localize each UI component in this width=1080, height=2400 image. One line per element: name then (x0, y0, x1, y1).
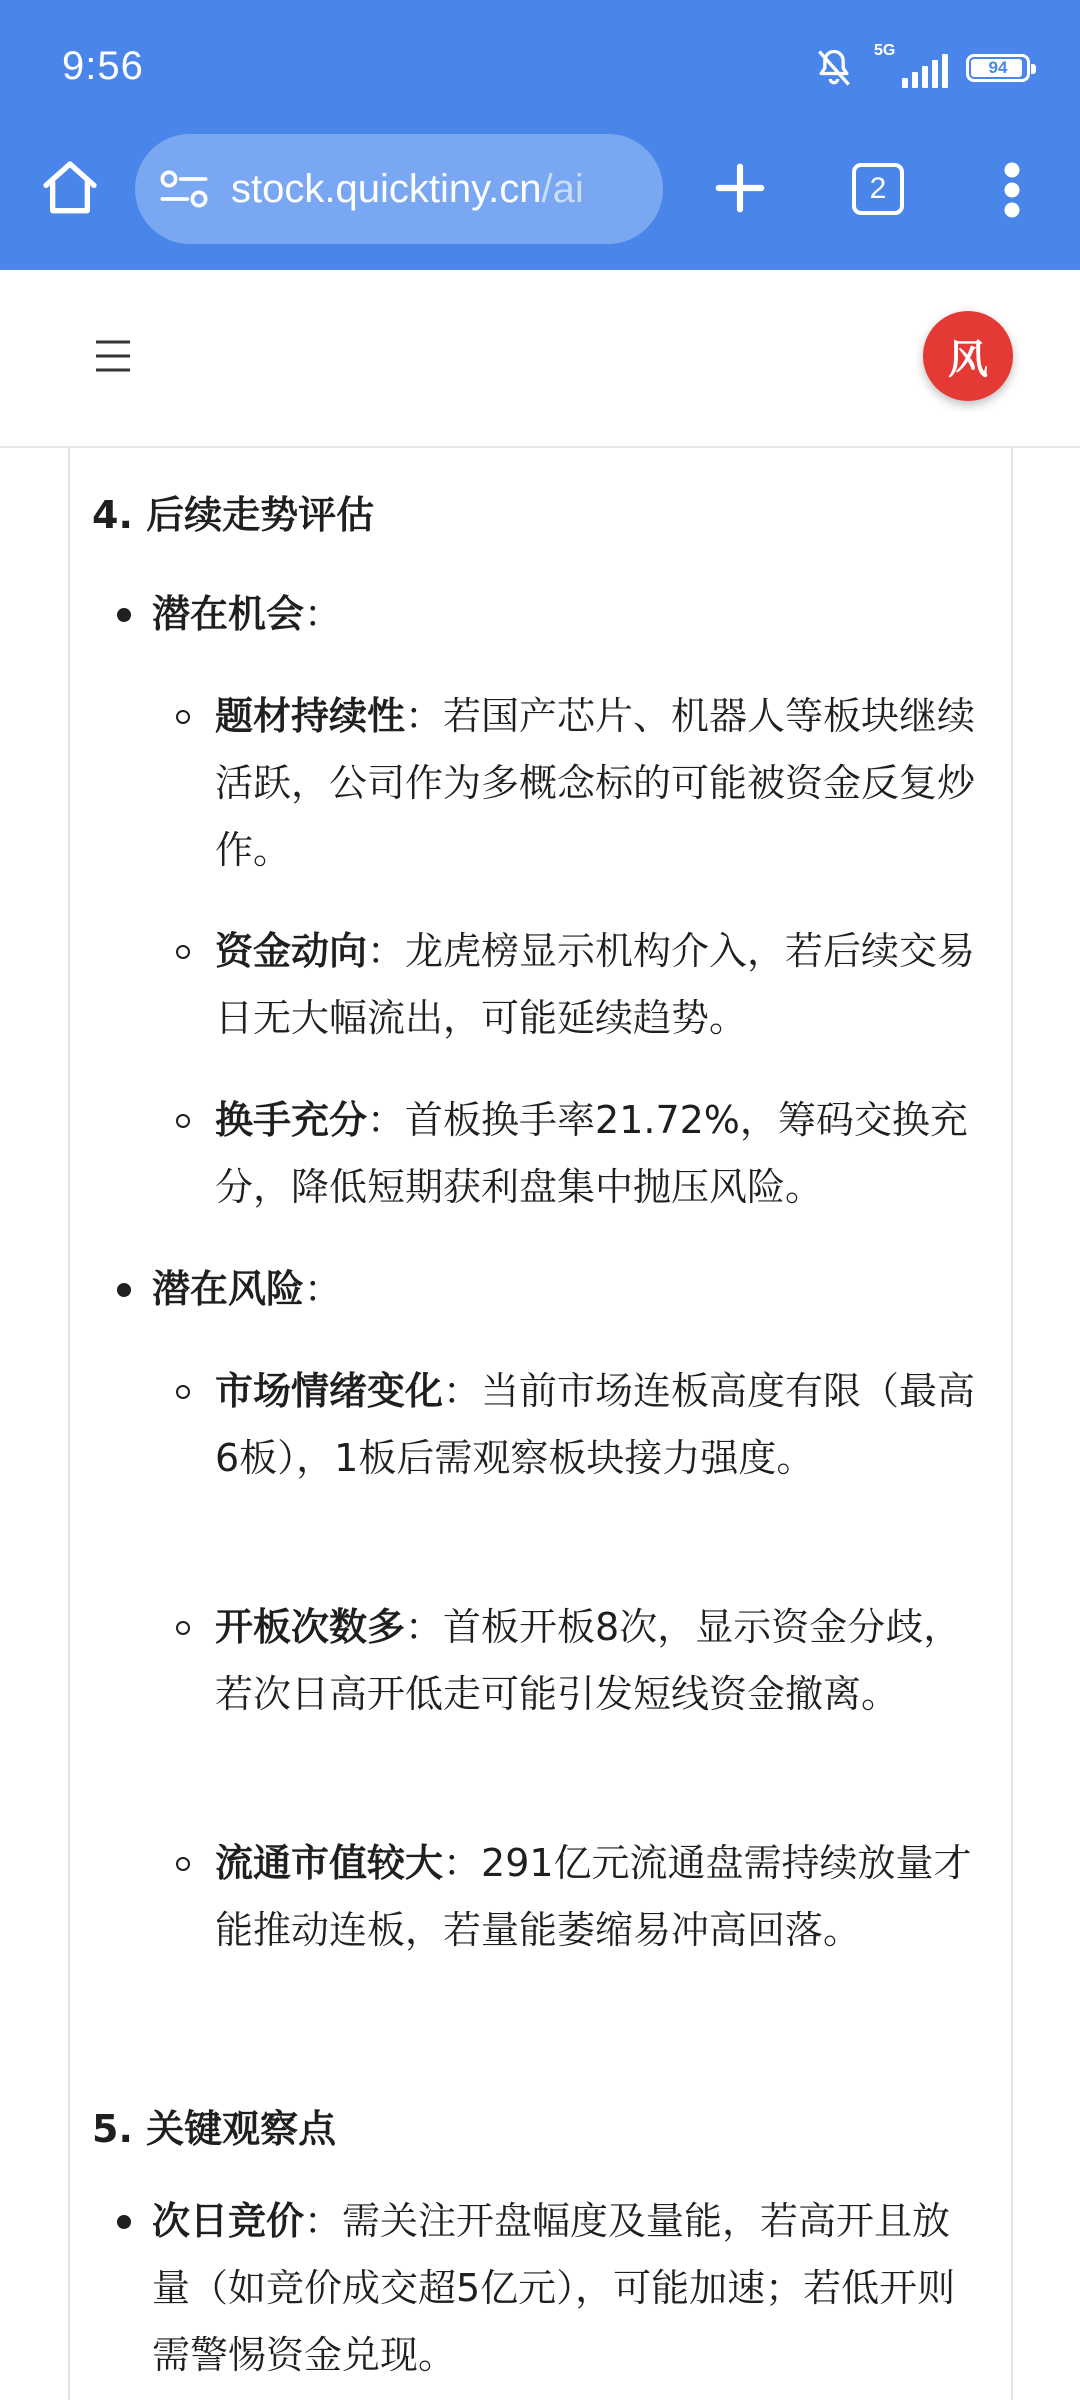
site-header (0, 270, 1080, 448)
section-title: 4. 后续走势评估 (92, 493, 375, 537)
url-host: stock.quicktiny.cn (231, 166, 542, 211)
list-item: 题材持续性：若国产芯片、机器人等板块继续活跃，公司作为多概念标的可能被资金反复炒作。 (215, 694, 976, 872)
list-item: 市场情绪变化：当前市场连板高度有限（最高6板），1板后需观察板块接力强度。 (215, 1369, 976, 1480)
section-title: 5. 关键观察点 (92, 2107, 337, 2151)
cellular-signal-icon: 5G (874, 48, 948, 88)
sub-bullet-icon (176, 1114, 190, 1128)
hamburger-menu-icon[interactable] (94, 338, 132, 374)
status-icons (812, 44, 1030, 92)
status-time: 9:56 (62, 44, 144, 88)
more-vert-icon[interactable] (1000, 160, 1024, 220)
list-item: 资金动向：龙虎榜显示机构介入，若后续交易日无大幅流出，可能延续趋势。 (215, 929, 976, 1040)
user-avatar[interactable]: 风 (923, 311, 1013, 401)
site-settings-icon[interactable] (159, 169, 209, 209)
tab-switcher-button[interactable]: 2 (852, 163, 904, 215)
sub-bullet-icon (176, 945, 190, 959)
sub-bullet-icon (176, 1857, 190, 1871)
list-item: 换手充分：首板换手率21.72%，筹码交换充分，降低短期获利盘集中抛压风险。 (215, 1098, 968, 1209)
url-text[interactable] (231, 167, 584, 212)
sub-bullet-icon (176, 1385, 190, 1399)
battery-level: 94 (988, 58, 1008, 77)
list-item: 流通市值较大：291亿元流通盘需持续放量才能推动连板，若量能萎缩易冲高回落。 (215, 1841, 972, 1952)
home-icon[interactable] (38, 156, 102, 220)
address-bar[interactable] (135, 134, 663, 244)
list-item: 次日竞价：需关注开盘幅度及量能，若高开且放量（如竞价成交超5亿元），可能加速；若低开则需警惕资金兑现。 (152, 2199, 956, 2377)
list-item-heading: 潜在风险： (152, 1267, 343, 1311)
new-tab-plus-icon[interactable] (708, 156, 772, 220)
battery-icon (966, 54, 1030, 82)
bullet-icon (117, 1283, 131, 1297)
url-path: /ai (541, 166, 584, 211)
list-item: 开板次数多：首板开板8次，显示资金分歧，若次日高开低走可能引发短线资金撤离。 (215, 1605, 962, 1716)
sub-bullet-icon (176, 710, 190, 724)
bullet-icon (117, 608, 131, 622)
sub-bullet-icon (176, 1621, 190, 1635)
browser-toolbar (0, 0, 1080, 270)
bell-off-icon (812, 46, 856, 90)
bullet-icon (117, 2215, 131, 2229)
list-item-heading: 潜在机会： (152, 592, 343, 636)
